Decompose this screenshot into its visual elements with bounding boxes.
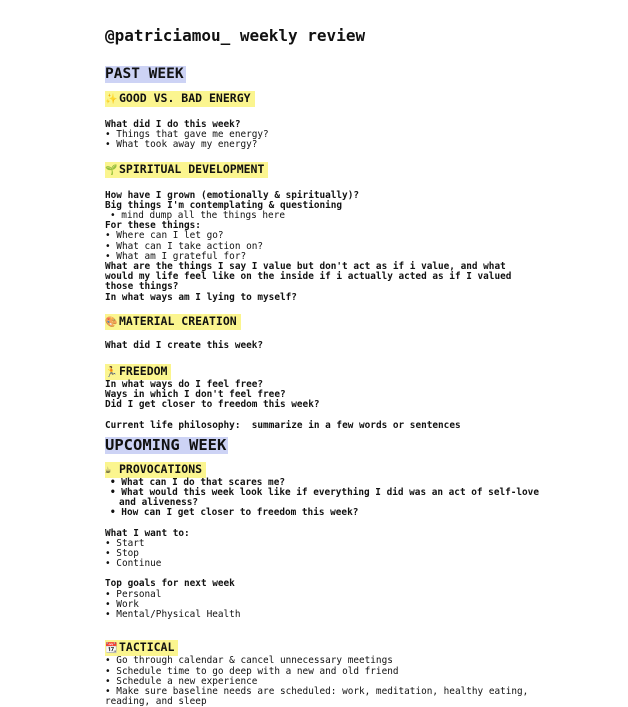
spiritual-block — [105, 158, 605, 178]
coffee-icon: ☕ — [105, 464, 112, 476]
philosophy-label: Current life philosophy: — [105, 419, 241, 431]
list-item: • Continue — [105, 559, 605, 569]
good-bad-energy-block — [105, 87, 605, 107]
material-question: What did I create this week? — [105, 339, 264, 351]
list-item: • What would this week look like if everything I did was an act of self-love and aliveness? — [105, 488, 545, 508]
list-item: • Things that gave me energy? — [105, 130, 605, 140]
life-philosophy — [105, 421, 605, 431]
list-item: • Start — [105, 539, 605, 549]
list-item: • What took away my energy? — [105, 140, 605, 150]
upcoming-week-section — [105, 435, 605, 454]
good-bad-list — [105, 130, 605, 150]
freedom-q2: Ways in which I don't feel free? — [105, 389, 286, 401]
freedom-block — [105, 360, 605, 380]
list-item: • Make sure baseline needs are scheduled: work, meditation, healthy eating, reading, and sleep — [105, 687, 535, 707]
goals-label: Top goals for next week — [105, 578, 235, 590]
running-icon: 🏃 — [105, 367, 118, 379]
list-item: • What can I take action on? — [105, 242, 605, 252]
good-bad-question: What did I do this week? — [105, 119, 241, 130]
list-item: • Work — [105, 600, 605, 610]
list-item: • Personal — [105, 590, 605, 600]
tactical-label: TACTICAL — [119, 640, 175, 655]
sparkles-icon: ✨ — [105, 94, 118, 105]
provocations-label: PROVOCATIONS — [119, 461, 203, 476]
spiritual-heading — [105, 162, 268, 178]
want-to-label: What I want to: — [105, 527, 190, 539]
material-heading — [105, 314, 241, 330]
good-bad-energy-heading — [105, 91, 255, 107]
spiritual-label: SPIRITUAL DEVELOPMENT — [119, 161, 265, 176]
provocations-block — [105, 458, 605, 478]
seedling-icon: 🌱 — [105, 164, 118, 176]
goals-list — [105, 590, 605, 621]
tactical-block — [105, 636, 605, 656]
tactical-heading — [105, 640, 178, 656]
freedom-q3: Did I get closer to freedom this week? — [105, 399, 320, 411]
list-item: • Where can I let go? — [105, 231, 605, 241]
spiritual-q5: In what ways am I lying to myself? — [105, 291, 297, 303]
spiritual-q3: For these things: — [105, 220, 201, 232]
philosophy-value: summarize in a few words or sentences — [251, 419, 461, 431]
palette-icon: 🎨 — [105, 316, 118, 328]
page-title: @patriciamou_ weekly review — [105, 26, 366, 45]
upcoming-week-heading: UPCOMING WEEK — [105, 435, 227, 454]
spiritual-q4: What are the things I say I value but don't act as if i value, and what would my life feel like on the inside if i actually acted as if I valued those things? — [105, 261, 518, 293]
list-item: • Stop — [105, 549, 605, 559]
list-item: • Mental/Physical Health — [105, 610, 605, 620]
list-item: • Schedule a new experience — [105, 677, 535, 687]
freedom-heading — [105, 364, 171, 380]
freedom-q1: In what ways do I feel free? — [105, 379, 264, 391]
calendar-icon: 📆 — [105, 643, 118, 655]
list-item: • Schedule time to go deep with a new and old friend — [105, 667, 535, 677]
list-item: • What am I grateful for? — [105, 252, 605, 262]
list-item: • mind dump all the things here — [105, 211, 605, 221]
list-item: • Go through calendar & cancel unnecessary meetings — [105, 656, 535, 666]
good-bad-energy-label: GOOD VS. BAD ENERGY — [119, 91, 251, 105]
document-page — [105, 26, 605, 707]
list-item: • What can I do that scares me? — [105, 478, 545, 488]
spiritual-q2: Big things I'm contemplating & questioning — [105, 199, 343, 211]
material-block — [105, 310, 605, 330]
material-label: MATERIAL CREATION — [119, 313, 237, 328]
past-week-section — [105, 63, 605, 83]
tactical-list — [105, 656, 535, 707]
list-item: • How can I get closer to freedom this week? — [105, 508, 545, 518]
spiritual-q1: How have I grown (emotionally & spiritually)? — [105, 189, 359, 201]
provocations-heading — [105, 462, 206, 478]
freedom-label: FREEDOM — [119, 364, 168, 379]
provocations-list — [105, 478, 545, 519]
past-week-heading: PAST WEEK — [105, 66, 184, 82]
want-to-list — [105, 539, 605, 570]
spiritual-list — [105, 231, 605, 262]
